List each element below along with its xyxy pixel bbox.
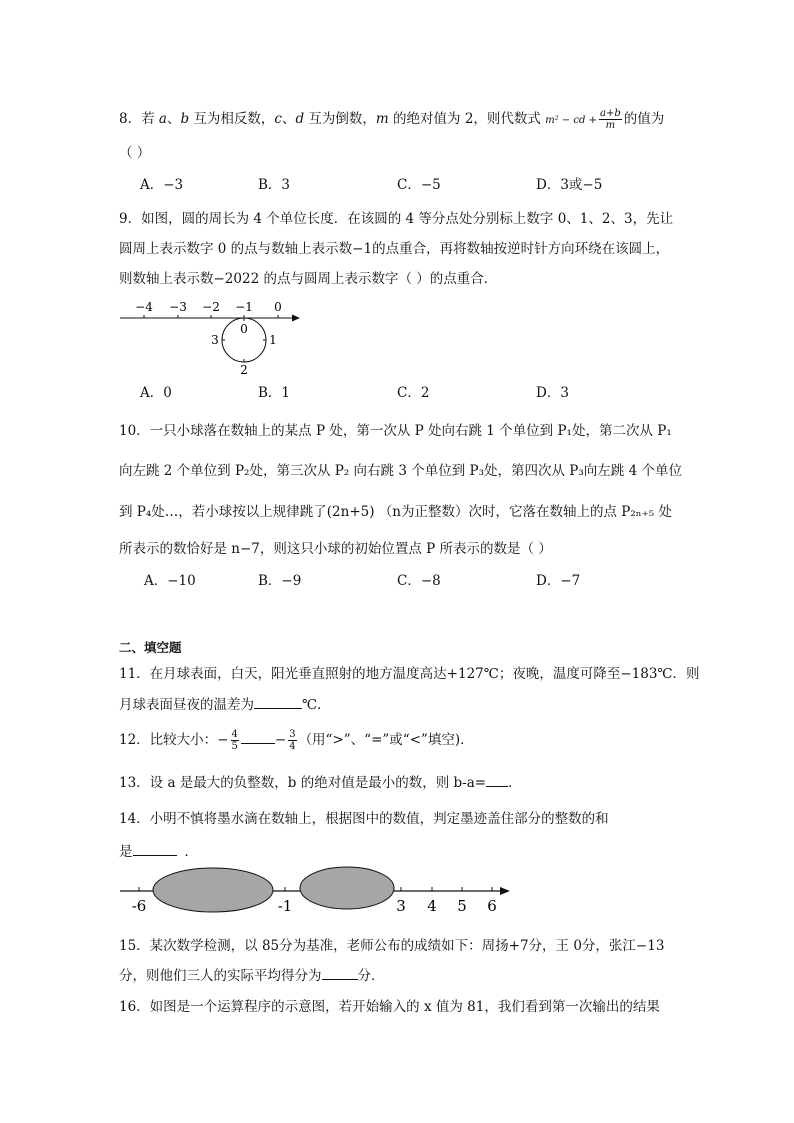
q9-option-a: A．0 [140,385,172,401]
text: − [274,732,287,748]
text: 8．若 [119,111,159,127]
text: 13．设 a 是最大的负整数，b 的绝对值是最小的数，则 b-a= [119,775,487,791]
text: 分． [357,968,385,984]
answer-blank[interactable] [254,696,302,709]
axis-arrow [500,887,510,895]
axis-label: 4 [427,897,437,915]
var: b [180,111,190,127]
axis-label: -6 [131,897,147,915]
q10-option-b: B．−9 [258,573,302,589]
q11-line1: 11．在月球表面，白天，阳光垂直照射的地方温度高达+127℃；夜晚，温度可降至−183℃．则 [119,666,700,682]
axis-label: -1 [277,897,293,915]
section-title: 二、填空题 [119,640,182,655]
axis-label: 3 [396,897,406,915]
text: 的值为 [623,111,665,127]
text: 12．比较大小：− [119,732,229,748]
fraction [288,729,296,752]
text: 是 [119,844,133,860]
tick-label: 0 [274,300,282,314]
q8-option-a: A．−3 [140,177,184,193]
q13-line [119,774,522,792]
q10-option-c: C．−8 [397,573,441,589]
q14-line2 [119,843,198,861]
fraction [231,729,239,752]
axis-arrow [292,315,300,322]
q10-option-a: A．−10 [144,573,196,589]
q8-option-b: B．3 [258,177,291,193]
circle-label: 2 [240,363,248,375]
expression: m² − cd + [545,115,597,126]
numerator: 3 [289,729,296,740]
q10-line1: 10．一只小球落在数轴上的某点 P 处，第一次从 P 处向右跳 1 个单位到 P₁处，第二次从 P₁ [119,423,672,439]
tick-label: −4 [135,300,153,314]
q12-line [119,729,474,752]
q9-line1: 9．如图，圆的周长为 4 个单位长度．在该圆的 4 等分点处分别标上数字 0、1、2、3，先让 [119,211,674,227]
var: c [274,111,282,127]
numerator: 4 [231,729,238,740]
q10-option-d: D．−7 [536,573,581,589]
text: 月球表面昼夜的温差为 [119,697,254,713]
q9-line3: 则数轴上表示数−2022 的点与圆周上表示数字（ ）的点重合． [119,271,498,287]
denominator: 4 [289,741,296,752]
text: 、 [166,111,181,127]
var: m [375,111,389,127]
q9-line2: 圆周上表示数字 0 的点与数轴上表示数−1的点重合，再将数轴按逆时针方向环绕在该圆上， [119,241,670,257]
q9-option-c: C．2 [397,385,430,401]
ink-blot-left [153,868,273,912]
q10-line2: 向左跳 2 个单位到 P₂处，第三次从 P₂ 向右跳 3 个单位到 P₃处，第四次从 P₃向左跳 4 个单位 [119,463,682,479]
q14-ink-number-line-figure [118,866,513,918]
circle-label: 0 [240,322,248,336]
numerator: a+b [600,108,621,119]
q9-option-d: D．3 [536,385,569,401]
text: 的绝对值为 2，则代数式 [388,111,541,127]
answer-blank[interactable] [241,731,275,744]
tick-label: −2 [202,300,220,314]
q8-option-d: D．3或−5 [536,177,603,193]
circle-label: 1 [269,333,277,347]
ink-blot-right [300,867,394,909]
circle-label: 3 [211,333,219,347]
q15-line1: 15．某次数学检测，以 85分为基准，老师公布的成绩如下：周扬+7分，王 0分，张江−13 [119,938,665,954]
tick-label: −3 [169,300,187,314]
text: 互为相反数， [189,111,275,127]
q8-stem [119,108,664,131]
q9-number-line-figure [118,295,308,375]
fraction [599,108,622,131]
text: ． [184,844,198,860]
denominator: 5 [231,741,238,752]
var: a [158,111,167,127]
q8-option-c: C．−5 [397,177,441,193]
tick-label: −1 [235,300,253,314]
text: 互为倒数， [304,111,376,127]
q16-line1: 16．如图是一个运算程序的示意图，若开始输入的 x 值为 81，我们看到第一次输出的结果 [119,999,660,1015]
text: 分，则他们三人的实际平均得分为 [119,968,322,984]
text: ℃． [302,697,331,713]
q15-line2 [119,967,385,985]
q10-line3: 到 P₄处…，若小球按以上规律跳了(2n+5) （n为正整数）次时，它落在数轴上的点 P₂ₙ₊₅ 处 [119,504,672,520]
axis-label: 6 [487,897,497,915]
q11-line2 [119,696,331,714]
answer-blank[interactable] [322,967,358,980]
axis-label: 5 [457,897,467,915]
q8-paren: （ ） [119,145,151,161]
answer-blank[interactable] [133,843,177,856]
var: d [295,111,305,127]
q14-line1: 14．小明不慎将墨水滴在数轴上，根据图中的数值，判定墨迹盖住部分的整数的和 [119,811,609,827]
text: （用“>”、“=”或“<”填空)． [298,732,474,748]
q9-option-b: B．1 [258,385,291,401]
answer-blank[interactable] [486,774,508,787]
denominator: m [605,120,616,131]
text: ． [508,775,522,791]
q10-line4: 所表示的数恰好是 n−7，则这只小球的初始位置点 P 所表示的数是（ ） [119,541,552,557]
text: 、 [281,111,296,127]
